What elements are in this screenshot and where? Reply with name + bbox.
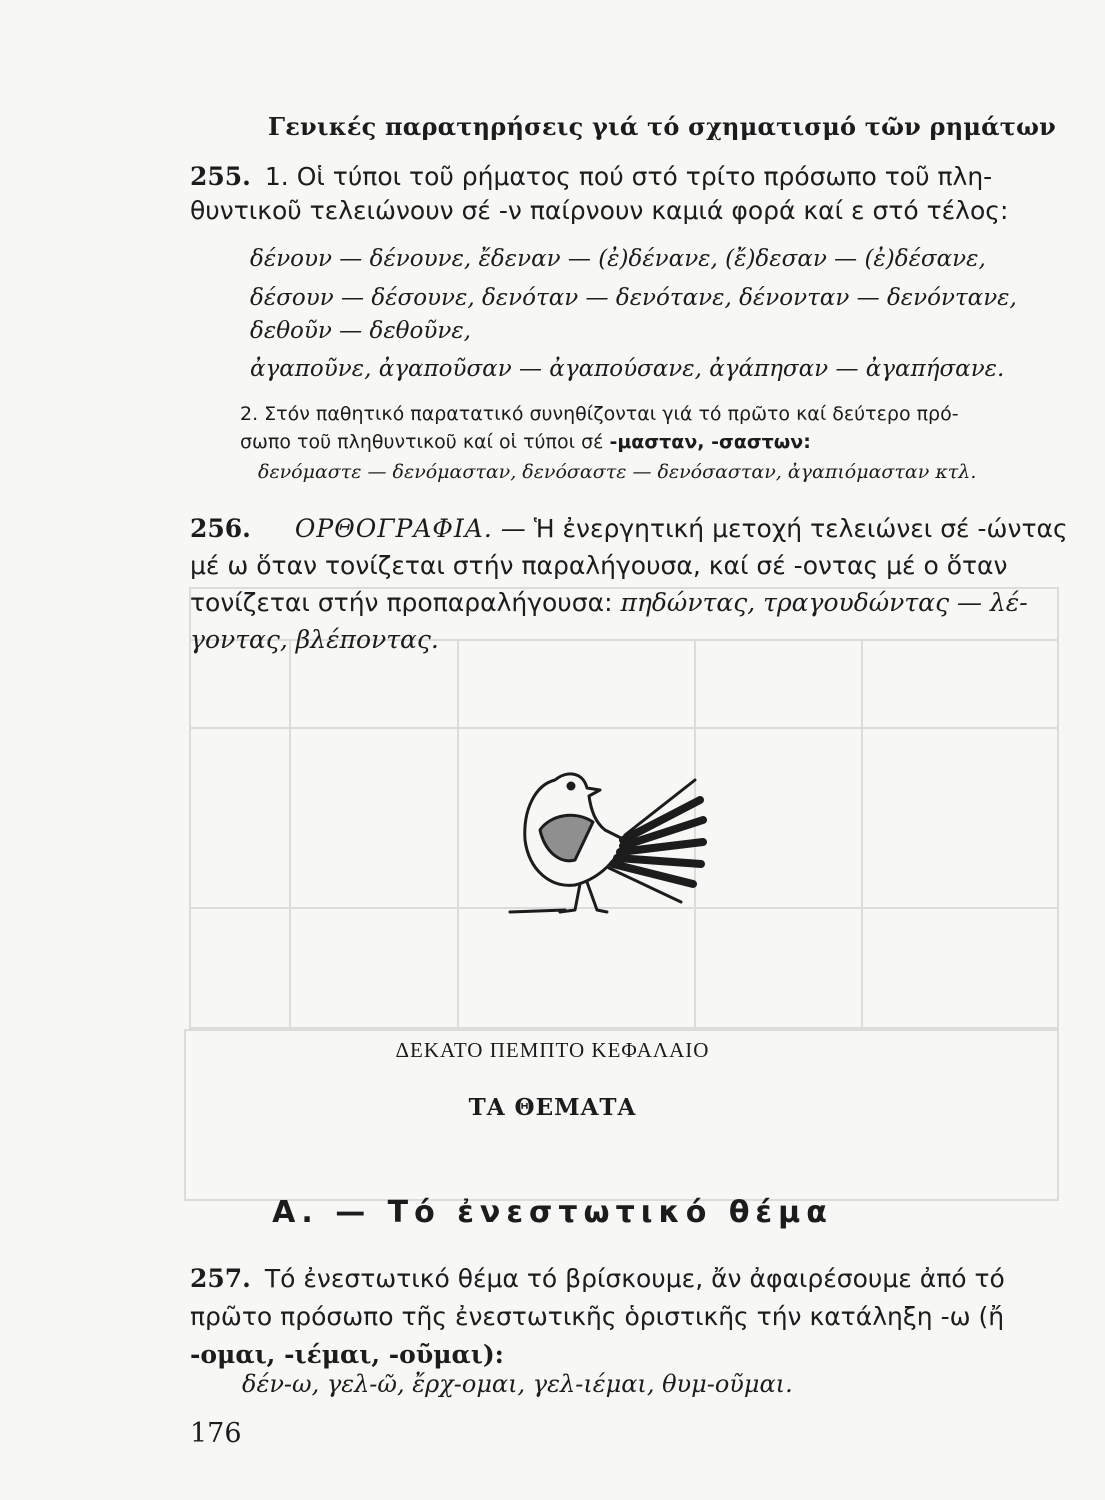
- note-bold-endings: -μασταν, -σαστων:: [609, 431, 811, 453]
- chapter-title: ΤΑ ΘΕΜΑΤΑ: [468, 1094, 637, 1121]
- note-example: δενόμαστε — δενόμασταν, δενόσαστε — δενόσασταν, ἀγαπιόμασταν κτλ.: [258, 461, 977, 483]
- paragraph-text: θυντικοῦ τελειώνουν σέ -ν παίρνουν καμιά φορά καί ε στό τέλος:: [190, 196, 1009, 225]
- note-text: σωπο τοῦ πληθυντικοῦ καί οἱ τύποι σέ: [240, 431, 610, 453]
- example-line: δέσουν — δέσουνε, δενόταν — δενότανε, δένονταν — δενόντανε,: [250, 285, 1017, 311]
- paragraph-255: [190, 160, 1060, 228]
- page-number: 176: [190, 1418, 242, 1449]
- example-line: δεθοῦν — δεθοῦνε,: [250, 318, 471, 344]
- example-text: γοντας, βλέποντας.: [190, 625, 439, 654]
- example-line: ἀγαποῦνε, ἀγαποῦσαν — ἀγαπούσανε, ἀγάπησαν — ἀγαπήσανε.: [250, 356, 1005, 382]
- paragraph-text: — Ἡ ἐνεργητική μετοχή τελειώνει σέ -ώντας: [500, 514, 1068, 543]
- section-title: Γενικές παρατηρήσεις γιά τό σχηματισμό τῶν ρημάτων: [268, 112, 1057, 141]
- note-text: 2. Στόν παθητικό παρατατικό συνηθίζονται γιά τό πρῶτο καί δεύτερο πρό-: [240, 403, 959, 425]
- bold-endings: -ομαι, -ιέμαι, -οῦμαι):: [190, 1340, 504, 1369]
- paragraph-text: Τό ἐνεστωτικό θέμα τό βρίσκουμε, ἄν ἀφαιρέσουμε ἀπό τό: [264, 1264, 1005, 1293]
- orthography-heading: ΟΡΘΟΓΡΑΦΙΑ.: [294, 514, 493, 543]
- example-line: δένουν — δένουνε, ἔδεναν — (ἐ)δένανε, (ἔ)δεσαν — (ἐ)δέσανε,: [250, 246, 986, 272]
- chapter-number: ΔΕΚΑΤΟ ΠΕΜΠΤΟ ΚΕΦΑΛΑΙΟ: [395, 1038, 710, 1062]
- paragraph-number: 256.: [190, 514, 251, 543]
- paragraph-text: τονίζεται στήν προπαραλήγουσα:: [190, 588, 621, 617]
- paragraph-number: 255.: [190, 162, 251, 191]
- example-text: πηδώντας, τραγουδώντας — λέ-: [620, 588, 1028, 617]
- note-255-2: [240, 400, 1060, 456]
- paragraph-number: 257.: [190, 1264, 251, 1293]
- paragraph-text: 1. Οἱ τύποι τοῦ ρήματος πού στό τρίτο πρόσωπο τοῦ πλη-: [264, 162, 993, 191]
- subsection-title: Α. — Τό ἐνεστωτικό θέμα: [272, 1195, 833, 1230]
- paragraph-257: [190, 1260, 1060, 1374]
- paragraph-text: μέ ω ὅταν τονίζεται στήν παραλήγουσα, καί σέ -οντας μέ ο ὅταν: [190, 551, 1008, 580]
- example-line: δέν-ω, γελ-ῶ, ἔρχ-ομαι, γελ-ιέμαι, θυμ-οῦμαι.: [242, 1370, 793, 1398]
- paragraph-256: [190, 510, 1070, 658]
- bird-ornament-icon: [505, 760, 715, 920]
- paragraph-text: πρῶτο πρόσωπο τῆς ἐνεστωτικῆς ὁριστικῆς τήν κατάληξη -ω (ἤ: [190, 1302, 1005, 1331]
